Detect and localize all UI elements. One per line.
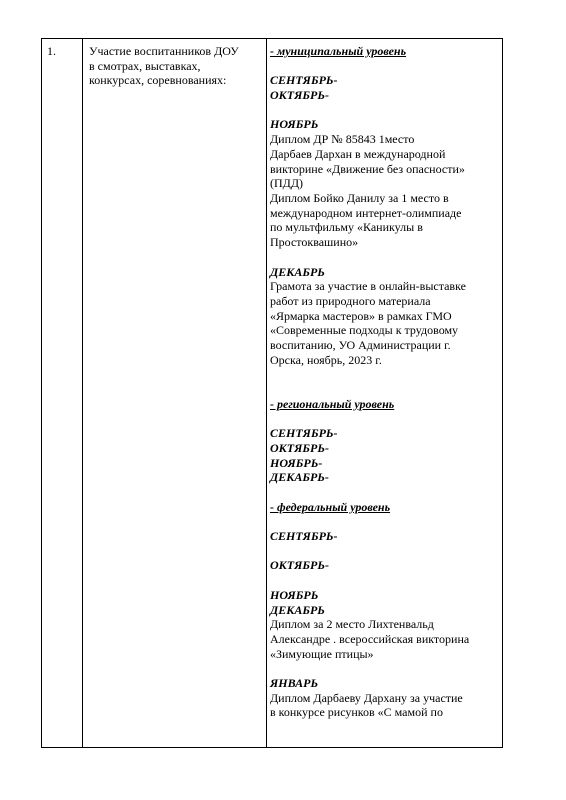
event-line: конкурсах, соревнованиях: — [89, 73, 227, 88]
result-line: Диплом Дарбаеву Дархану за участие — [270, 690, 463, 705]
column-divider — [82, 39, 83, 747]
result-line: международном интернет-олимпиаде — [270, 205, 462, 220]
regional-level-heading: - региональный уровень — [270, 396, 395, 411]
month-label: НОЯБРЬ — [270, 117, 319, 132]
month-label: СЕНТЯБРЬ- — [270, 529, 338, 544]
result-line: Диплом Бойко Данилу за 1 место в — [270, 191, 449, 205]
month-label: НОЯБРЬ — [270, 587, 319, 602]
result-line: по мультфильму «Каникулы в — [270, 220, 423, 235]
result-line: Александре . всероссийская викторина — [270, 631, 470, 646]
result-line: «Зимующие птицы» — [270, 646, 374, 661]
month-label: ЯНВАРЬ — [270, 676, 319, 691]
month-label: ДЕКАБРЬ — [270, 602, 325, 617]
month-label: ОКТЯБРЬ- — [270, 88, 329, 103]
result-line: «Ярмарка мастеров» в рамках ГМО — [270, 308, 452, 323]
month-label: СЕНТЯБРЬ- — [270, 73, 338, 88]
result-line: воспитанию, УО Администрации г. — [270, 338, 451, 353]
row-number: 1. — [47, 44, 56, 58]
month-label: ДЕКАБРЬ- — [270, 470, 329, 485]
event-description — [89, 44, 261, 88]
column-divider — [266, 39, 267, 747]
result-line: «Современные подходы к трудовому — [270, 323, 459, 338]
result-line: викторине «Движение без опасности» — [270, 161, 465, 176]
result-line: Простоквашино» — [270, 235, 359, 250]
result-line: Орска, ноябрь, 2023 г. — [270, 352, 382, 367]
result-line: Диплом ДР № 85843 1место — [270, 132, 415, 147]
result-line: в конкурсе рисунков «С мамой по — [270, 705, 443, 720]
event-line: Участие воспитанников ДОУ — [89, 44, 239, 58]
results-cell — [270, 44, 500, 720]
report-table — [41, 38, 503, 748]
result-line: Грамота за участие в онлайн-выставке — [270, 279, 466, 294]
result-line: Дарбаев Дархан в международной — [270, 146, 446, 161]
month-label: НОЯБРЬ- — [270, 455, 323, 470]
month-label: СЕНТЯБРЬ- — [270, 426, 338, 441]
result-line: (ПДД) — [270, 176, 304, 191]
month-label: ДЕКАБРЬ — [270, 264, 325, 279]
event-line: в смотрах, выставках, — [89, 58, 201, 73]
month-label: ОКТЯБРЬ- — [270, 440, 329, 455]
result-line: Диплом за 2 место Лихтенвальд — [270, 617, 434, 632]
municipal-level-heading: - муниципальный уровень — [270, 44, 407, 58]
federal-level-heading: - федеральный уровень — [270, 499, 391, 514]
month-label: ОКТЯБРЬ- — [270, 558, 329, 573]
result-line: работ из природного материала — [270, 293, 431, 308]
